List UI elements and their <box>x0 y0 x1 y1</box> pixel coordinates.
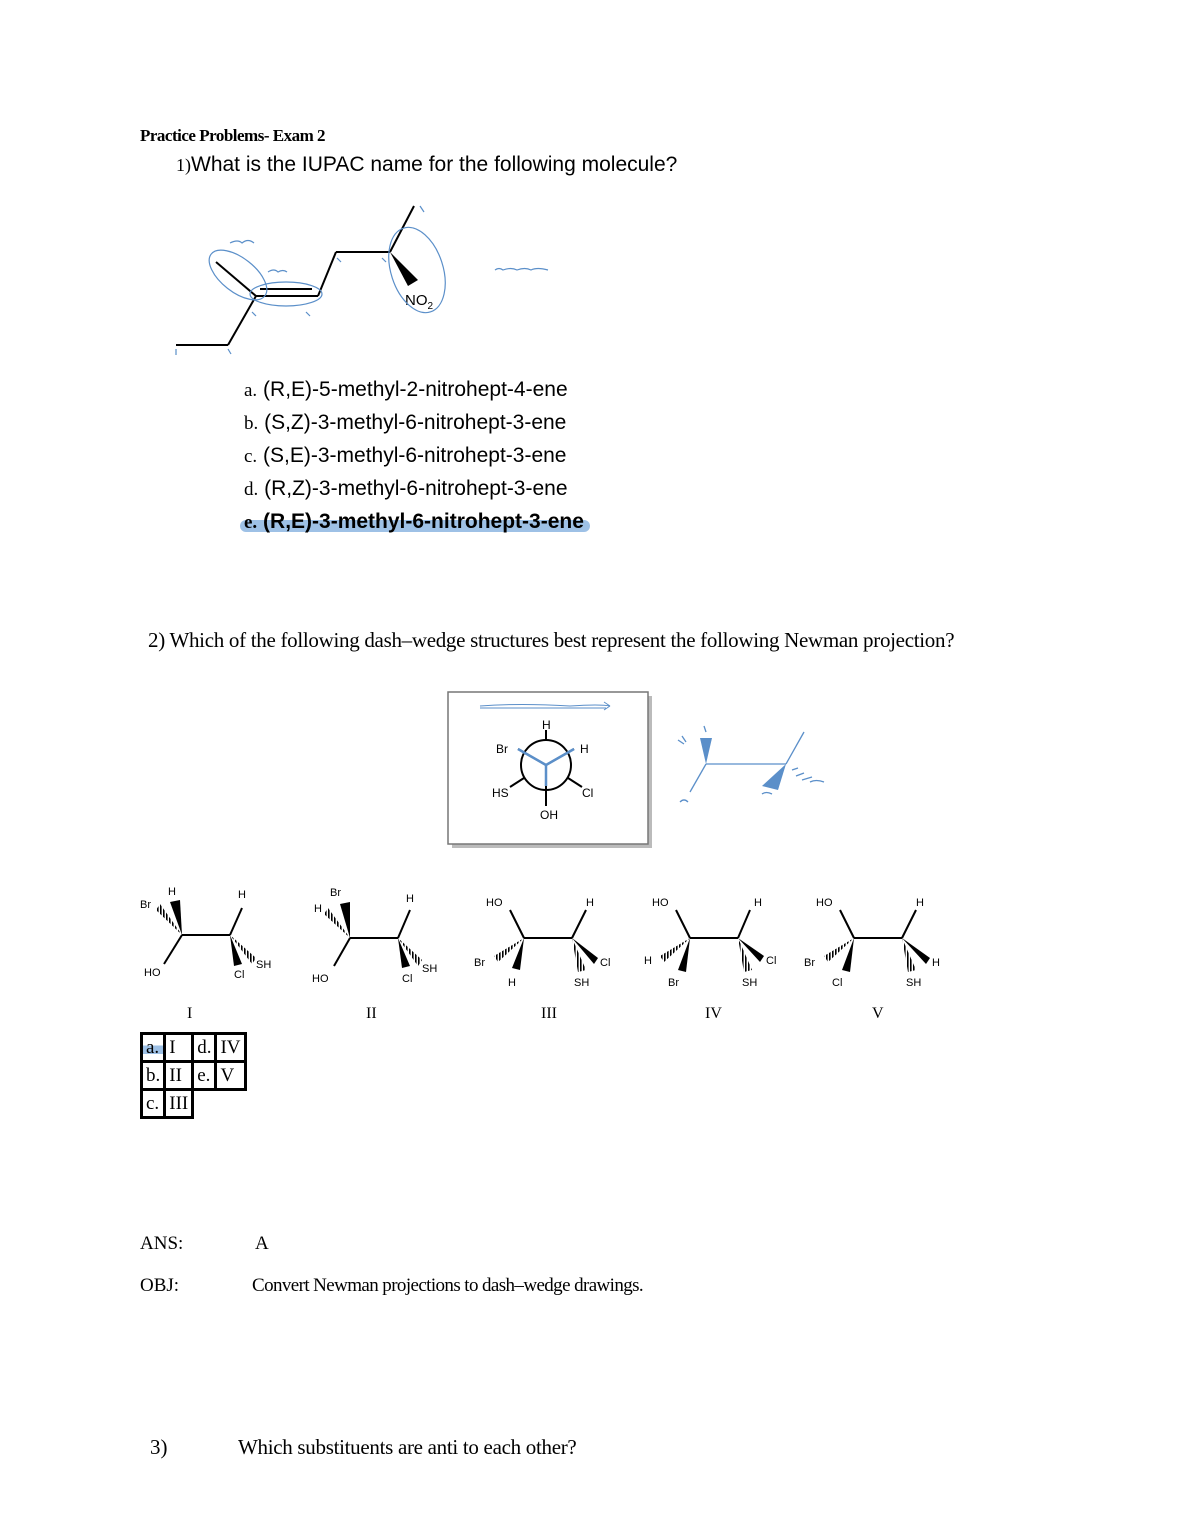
option-a-value[interactable]: I <box>165 1034 193 1062</box>
newman-bottom: OH <box>540 808 558 822</box>
svg-text:H: H <box>508 977 516 989</box>
objective-value: Convert Newman projections to dash–wedge drawings. <box>252 1275 644 1296</box>
svg-text:SH: SH <box>742 977 758 989</box>
option-d-value[interactable]: IV <box>216 1034 245 1062</box>
structure-5 <box>804 897 940 989</box>
svg-text:H: H <box>932 957 940 969</box>
newman-lower-right: Cl <box>582 786 594 800</box>
question-3-text: Which substituents are anti to each other? <box>238 1435 577 1459</box>
newman-upper-left: Br <box>496 742 508 756</box>
objective-label: OBJ: <box>140 1275 180 1296</box>
answer-options-grid <box>140 1032 247 1119</box>
newman-lower-left: HS <box>492 786 509 800</box>
nitro-label: $NO_2$ <box>405 292 434 312</box>
option-a-letter[interactable]: a. <box>142 1034 165 1062</box>
svg-text:Cl: Cl <box>832 977 843 989</box>
svg-text:HO: HO <box>144 967 161 979</box>
svg-text:HO: HO <box>816 897 833 909</box>
svg-text:H: H <box>314 903 322 915</box>
numeral-5: V <box>872 1005 884 1022</box>
svg-text:Cl: Cl <box>766 955 777 967</box>
svg-text:Br: Br <box>140 899 151 911</box>
svg-text:Cl: Cl <box>234 969 245 981</box>
structure-1 <box>140 886 271 981</box>
svg-text:Br: Br <box>474 957 485 969</box>
empty-cell <box>193 1090 216 1118</box>
structure-2 <box>312 887 437 985</box>
svg-text:Br: Br <box>330 887 341 899</box>
choice-e-highlighted[interactable]: e. (R,E)-3-methyl-6-nitrohept-3-ene <box>244 507 584 540</box>
svg-text:H: H <box>168 886 176 898</box>
svg-text:H: H <box>754 897 762 909</box>
svg-text:SH: SH <box>256 959 272 971</box>
answer-label: ANS: <box>140 1233 184 1254</box>
svg-text:Cl: Cl <box>600 957 611 969</box>
option-c-value[interactable]: III <box>165 1090 193 1118</box>
question-1-molecule <box>160 195 600 365</box>
molecule-bonds <box>176 206 414 345</box>
question-3-number: 3) <box>150 1435 168 1459</box>
numeral-1: I <box>187 1005 193 1022</box>
question-1 <box>176 153 677 177</box>
svg-text:SH: SH <box>574 977 590 989</box>
wedge-bond <box>390 252 418 286</box>
svg-text:Cl: Cl <box>402 973 413 985</box>
dash-wedge-structures <box>130 880 960 992</box>
choice-d[interactable]: d. (R,Z)-3-methyl-6-nitrohept-3-ene <box>244 477 568 500</box>
structure-3 <box>474 897 610 989</box>
newman-projection-box <box>446 690 656 852</box>
handwritten-sketch <box>670 718 840 810</box>
empty-cell <box>216 1090 245 1118</box>
option-c-letter[interactable]: c. <box>142 1090 165 1118</box>
svg-text:HO: HO <box>486 897 503 909</box>
structure-4 <box>644 897 776 989</box>
svg-text:Br: Br <box>668 977 679 989</box>
svg-text:H: H <box>238 889 246 901</box>
svg-text:H: H <box>644 955 652 967</box>
question-1-text: What is the IUPAC name for the following molecule? <box>191 153 678 176</box>
svg-text:H: H <box>406 893 414 905</box>
choice-a[interactable]: a. (R,E)-5-methyl-2-nitrohept-4-ene <box>244 378 568 401</box>
numeral-4: IV <box>705 1005 722 1022</box>
question-1-choices <box>244 375 584 540</box>
choice-b[interactable]: b. (S,Z)-3-methyl-6-nitrohept-3-ene <box>244 411 567 434</box>
numeral-3: III <box>541 1005 557 1022</box>
newman-upper-right: H <box>580 742 589 756</box>
answer-value: A <box>255 1233 269 1254</box>
option-d-letter[interactable]: d. <box>193 1034 216 1062</box>
option-b-value[interactable]: II <box>165 1062 193 1090</box>
svg-text:H: H <box>916 897 924 909</box>
svg-text:H: H <box>586 897 594 909</box>
svg-text:Br: Br <box>804 957 815 969</box>
option-b-letter[interactable]: b. <box>142 1062 165 1090</box>
page-title: Practice Problems- Exam 2 <box>140 126 325 145</box>
question-1-number: 1) <box>176 155 191 175</box>
newman-top: H <box>542 718 551 732</box>
handwritten-annotations <box>176 206 548 355</box>
option-e-letter[interactable]: e. <box>193 1062 216 1090</box>
numeral-2: II <box>366 1005 377 1022</box>
option-e-value[interactable]: V <box>216 1062 245 1090</box>
question-2-text: 2) Which of the following dash–wedge structures best represent the following Newman projection? <box>148 628 955 652</box>
svg-text:SH: SH <box>422 963 438 975</box>
choice-c[interactable]: c. (S,E)-3-methyl-6-nitrohept-3-ene <box>244 444 567 467</box>
svg-text:HO: HO <box>312 973 329 985</box>
svg-text:HO: HO <box>652 897 669 909</box>
svg-text:SH: SH <box>906 977 922 989</box>
